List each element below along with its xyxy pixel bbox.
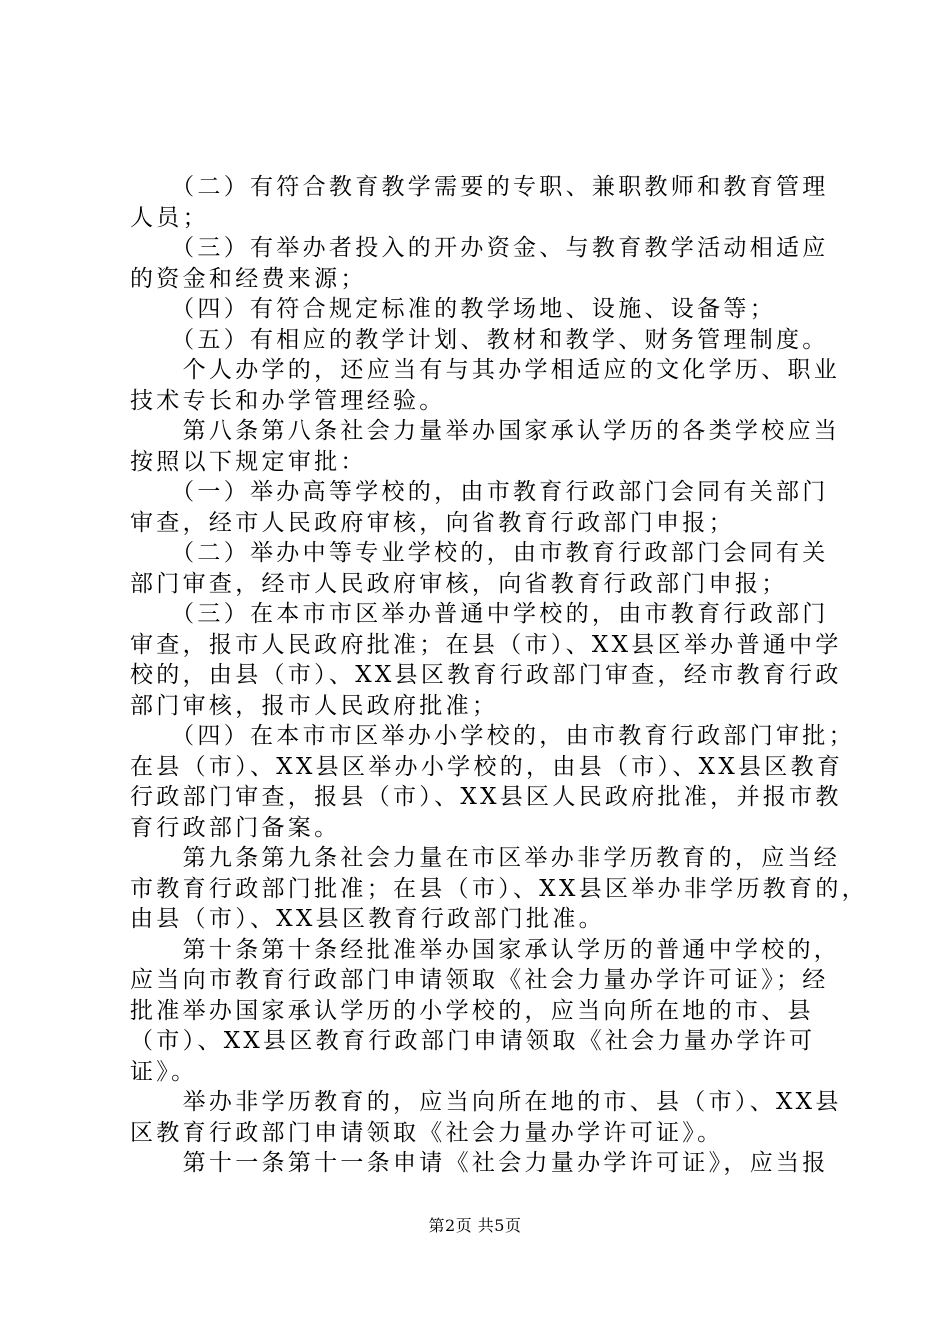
text-line: 证》。	[130, 1058, 198, 1085]
text-line: 的资金和经费来源；	[130, 265, 367, 292]
text-line: 由县（市）、XX县区教育行政部门批准。	[130, 906, 605, 932]
text-line: 技术专长和办学管理经验。	[130, 387, 446, 414]
text-line: 审查，经市人民政府审核，向省教育行政部门申报；	[130, 509, 735, 536]
text-line: 市教育行政部门批准；在县（市）、XX县区举办非学历教育的，	[130, 875, 868, 902]
text-line: 按照以下规定审批：	[130, 448, 367, 475]
text-line: 行政部门审查，报县（市）、XX县区人民政府批准，并报市教	[130, 784, 842, 810]
text-line: 审查，报市人民政府批准；在县（市）、XX县区举办普通中学	[130, 631, 842, 658]
text-line: 批准举办国家承认学历的小学校的，应当向所在地的市、县	[130, 997, 814, 1024]
text-line: （市）、XX县区教育行政部门申请领取《社会力量办学许可	[130, 1028, 816, 1054]
text-line: 部门审核，报市人民政府批准；	[130, 692, 499, 719]
text-line: 个人办学的，还应当有与其办学相适应的文化学历、职业	[130, 357, 841, 383]
page-footer: 第2页 共5页	[428, 1216, 522, 1235]
text-line: （五）有相应的教学计划、教材和教学、财务管理制度。	[130, 326, 829, 353]
text-line: （四）在本市市区举办小学校的，由市教育行政部门审批；	[130, 723, 855, 749]
body-text	[130, 172, 868, 1179]
text-line: （二）举办中等专业学校的，由市教育行政部门会同有关	[130, 540, 829, 566]
text-line: 第十一条第十一条申请《社会力量办学许可证》，应当报	[130, 1150, 829, 1176]
text-line: 部门审查，经市人民政府审核，向省教育行政部门申报；	[130, 570, 788, 597]
text-line: 人员；	[130, 204, 209, 231]
text-line: （二）有符合教育教学需要的专职、兼职教师和教育管理	[130, 174, 829, 200]
text-line: （三）在本市市区举办普通中学校的，由市教育行政部门	[130, 601, 829, 627]
text-line: 举办非学历教育的，应当向所在地的市、县（市）、XX县	[130, 1089, 842, 1115]
text-line: 在县（市）、XX县区举办小学校的，由县（市）、XX县区教育	[130, 753, 844, 780]
text-line: 校的，由县（市）、XX县区教育行政部门审查，经市教育行政	[130, 662, 842, 688]
text-line: 区教育行政部门申请领取《社会力量办学许可证》。	[130, 1119, 724, 1146]
text-line: 第八条第八条社会力量举办国家承认学历的各类学校应当	[130, 418, 841, 444]
text-line: 育行政部门备案。	[130, 814, 341, 841]
text-line: 应当向市教育行政部门申请领取《社会力量办学许可证》；经	[130, 967, 829, 993]
text-line: （四）有符合规定标准的教学场地、设施、设备等；	[130, 296, 776, 322]
text-line: （一）举办高等学校的，由市教育行政部门会同有关部门	[130, 479, 829, 505]
text-line: 第九条第九条社会力量在市区举办非学历教育的，应当经	[130, 845, 841, 871]
text-line: （三）有举办者投入的开办资金、与教育教学活动相适应	[130, 235, 829, 261]
text-line: 第十条第十条经批准举办国家承认学历的普通中学校的，	[130, 936, 841, 963]
